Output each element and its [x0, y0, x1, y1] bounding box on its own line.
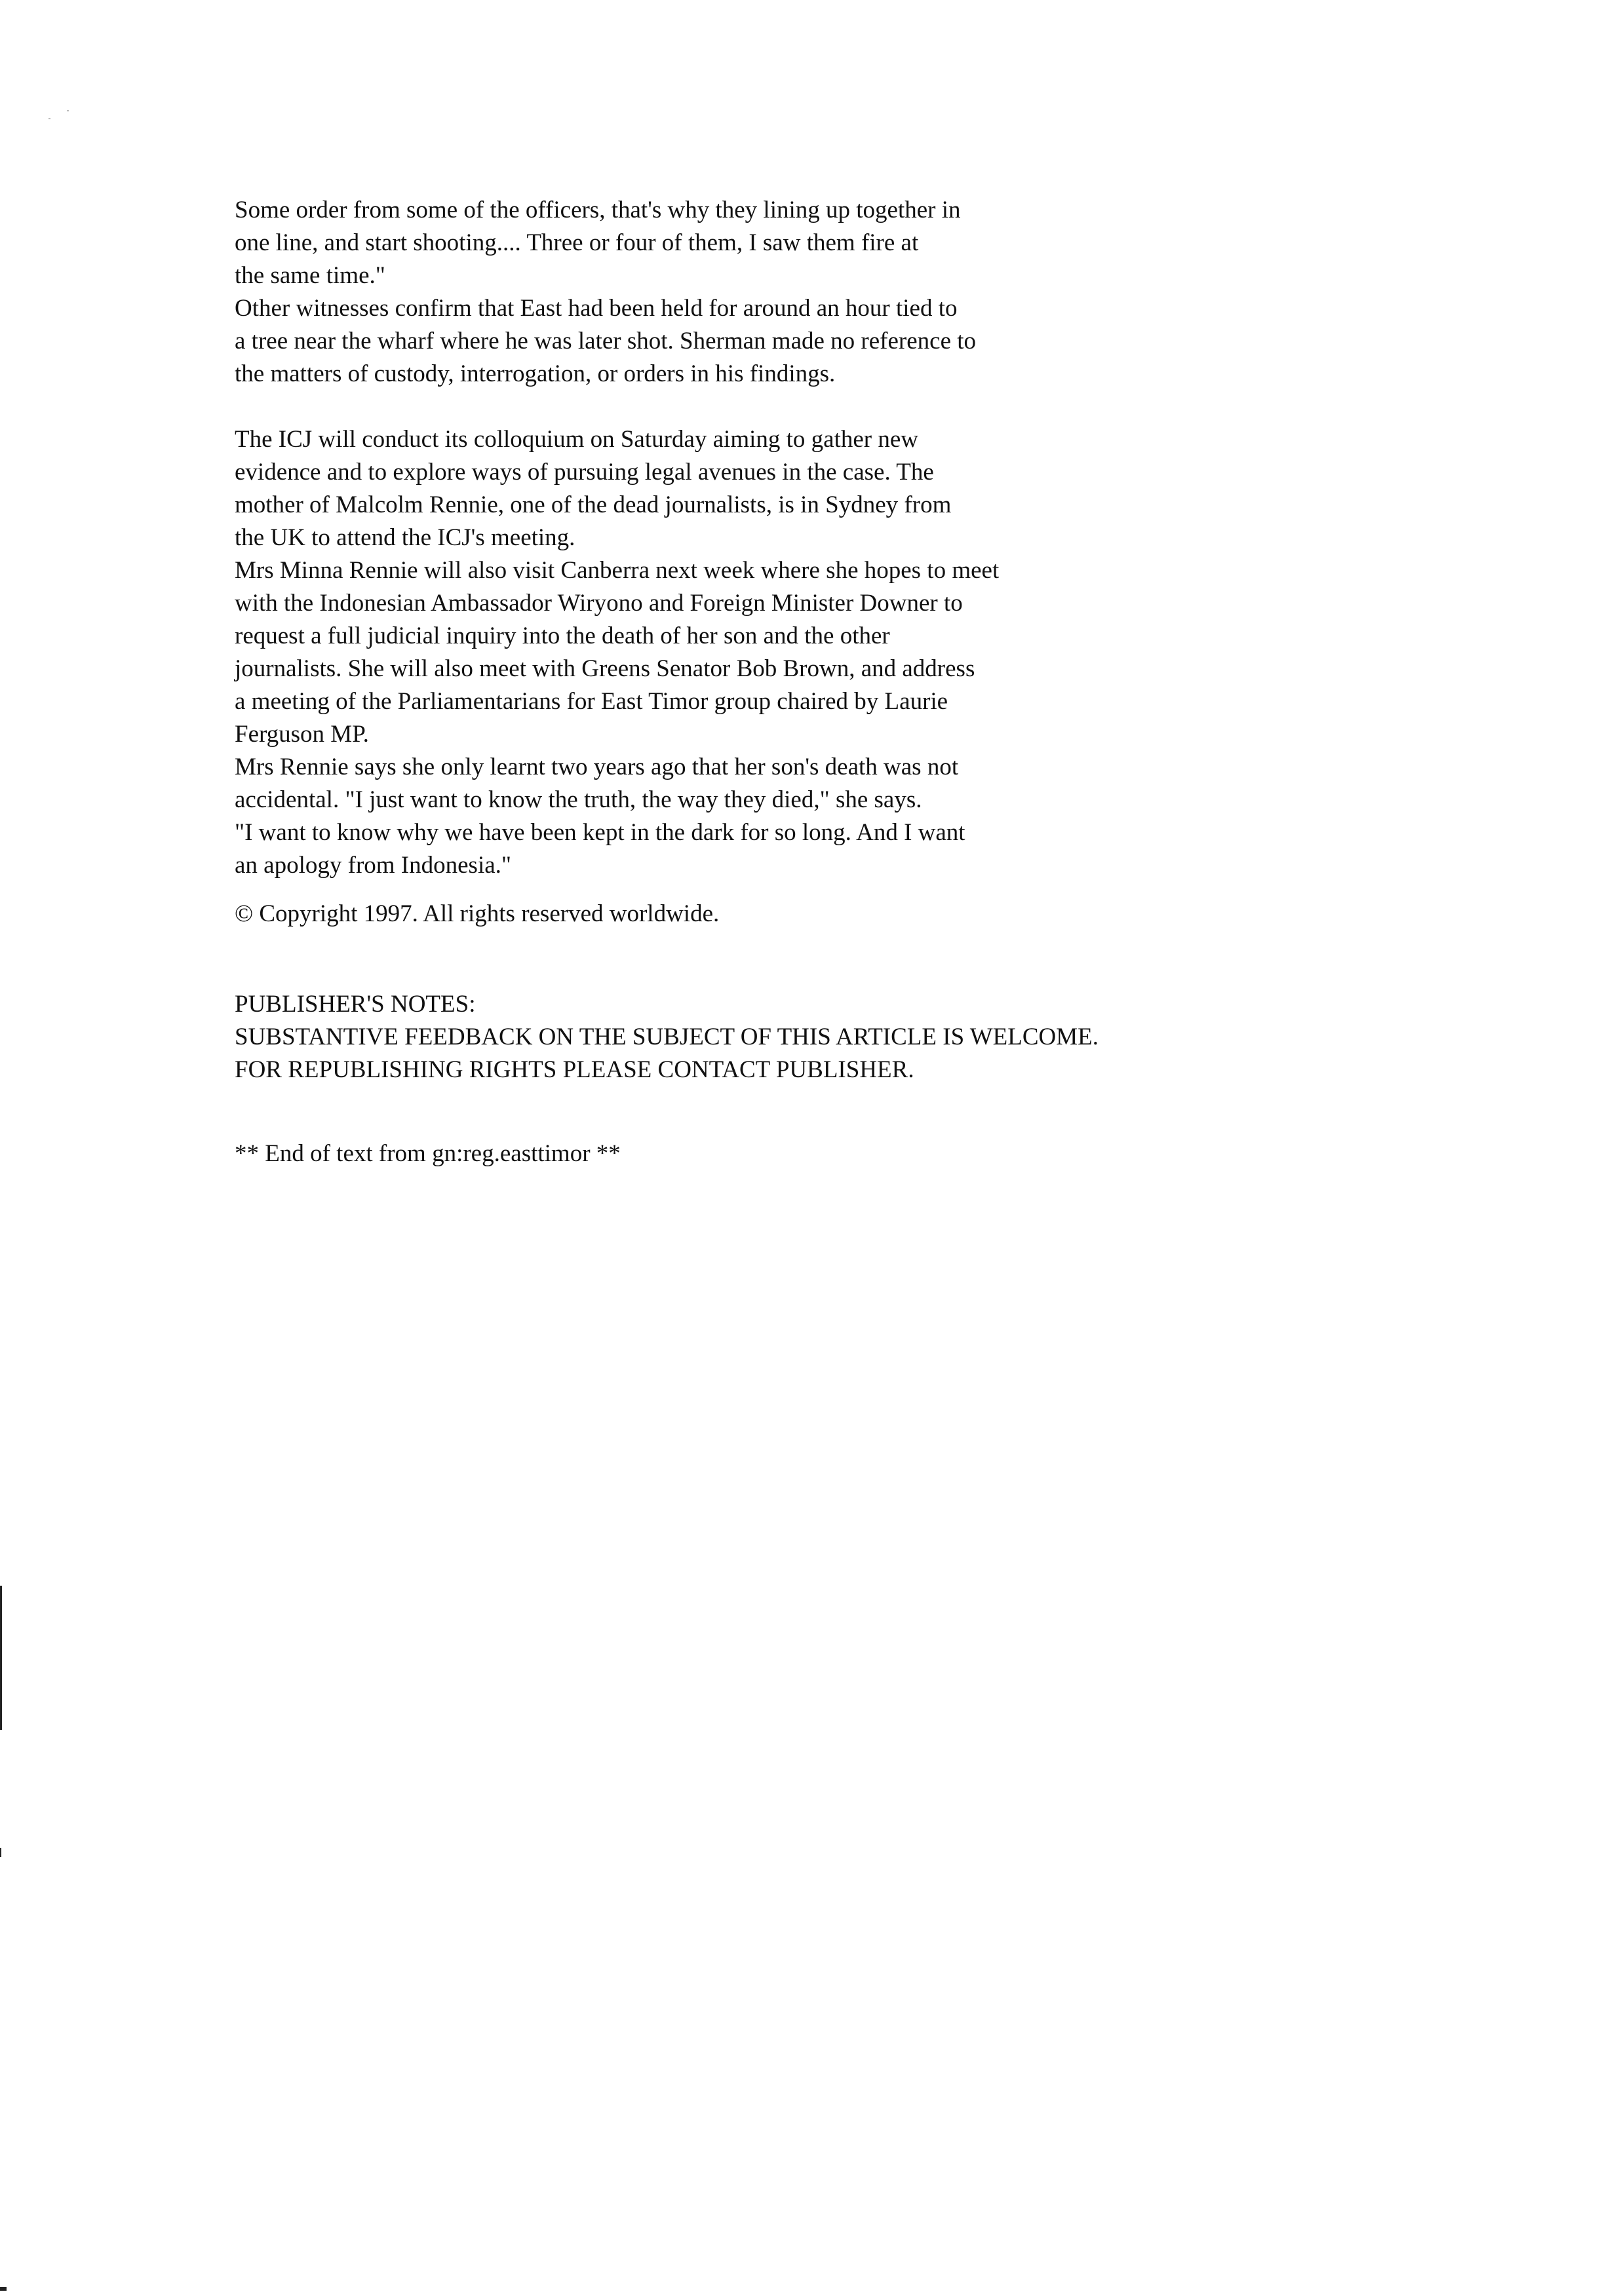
copyright-line: © Copyright 1997. All rights reserved worldwide.	[235, 900, 720, 927]
text-line: a tree near the wharf where he was later shot. Sherman made no reference to	[235, 328, 977, 354]
scan-edge-mark	[0, 2287, 7, 2291]
paragraph-1	[235, 194, 1296, 391]
publisher-notes-line: SUBSTANTIVE FEEDBACK ON THE SUBJECT OF THIS ARTICLE IS WELCOME.	[235, 1024, 1099, 1050]
text-line: the UK to attend the ICJ's meeting.	[235, 524, 575, 551]
publisher-notes	[235, 988, 1296, 1086]
text-line: journalists. She will also meet with Greens Senator Bob Brown, and address	[235, 655, 975, 682]
paragraph-gap	[235, 882, 1296, 898]
text-line: a meeting of the Parliamentarians for East Timor group chaired by Laurie	[235, 688, 948, 715]
text-line: an apology from Indonesia."	[235, 852, 511, 879]
paragraph-2	[235, 423, 1296, 882]
text-line: mother of Malcolm Rennie, one of the dead journalists, is in Sydney from	[235, 491, 952, 518]
paragraph-gap	[235, 391, 1296, 423]
text-line: the same time."	[235, 262, 385, 289]
text-line: accidental. "I just want to know the truth, the way they died," she says.	[235, 786, 922, 813]
text-line: Mrs Rennie says she only learnt two years ago that her son's death was not	[235, 754, 959, 780]
scan-speck	[67, 110, 69, 111]
text-line: one line, and start shooting.... Three or four of them, I saw them fire at	[235, 229, 919, 256]
text-line: with the Indonesian Ambassador Wiryono and Foreign Minister Downer to	[235, 590, 963, 617]
section-gap	[235, 930, 1296, 988]
document-body	[235, 194, 1296, 1170]
text-line: request a full judicial inquiry into the death of her son and the other	[235, 622, 890, 649]
text-line: evidence and to explore ways of pursuing legal avenues in the case. The	[235, 459, 934, 486]
text-line: Some order from some of the officers, that's why they lining up together in	[235, 197, 961, 223]
end-of-text-note: ** End of text from gn:reg.easttimor **	[235, 1140, 621, 1167]
text-line: Mrs Minna Rennie will also visit Canberra next week where she hopes to meet	[235, 557, 1000, 584]
section-gap	[235, 1086, 1296, 1138]
scan-speck	[49, 118, 50, 119]
scan-edge-mark	[0, 1586, 2, 1730]
publisher-notes-heading: PUBLISHER'S NOTES:	[235, 991, 476, 1018]
text-line: the matters of custody, interrogation, or orders in his findings.	[235, 360, 836, 387]
text-line: The ICJ will conduct its colloquium on Saturday aiming to gather new	[235, 426, 919, 453]
text-line: Other witnesses confirm that East had been held for around an hour tied to	[235, 295, 958, 322]
text-line: "I want to know why we have been kept in the dark for so long. And I want	[235, 819, 965, 846]
scan-edge-mark	[0, 1848, 1, 1857]
text-line: Ferguson MP.	[235, 721, 369, 748]
publisher-notes-line: FOR REPUBLISHING RIGHTS PLEASE CONTACT PUBLISHER.	[235, 1056, 914, 1083]
